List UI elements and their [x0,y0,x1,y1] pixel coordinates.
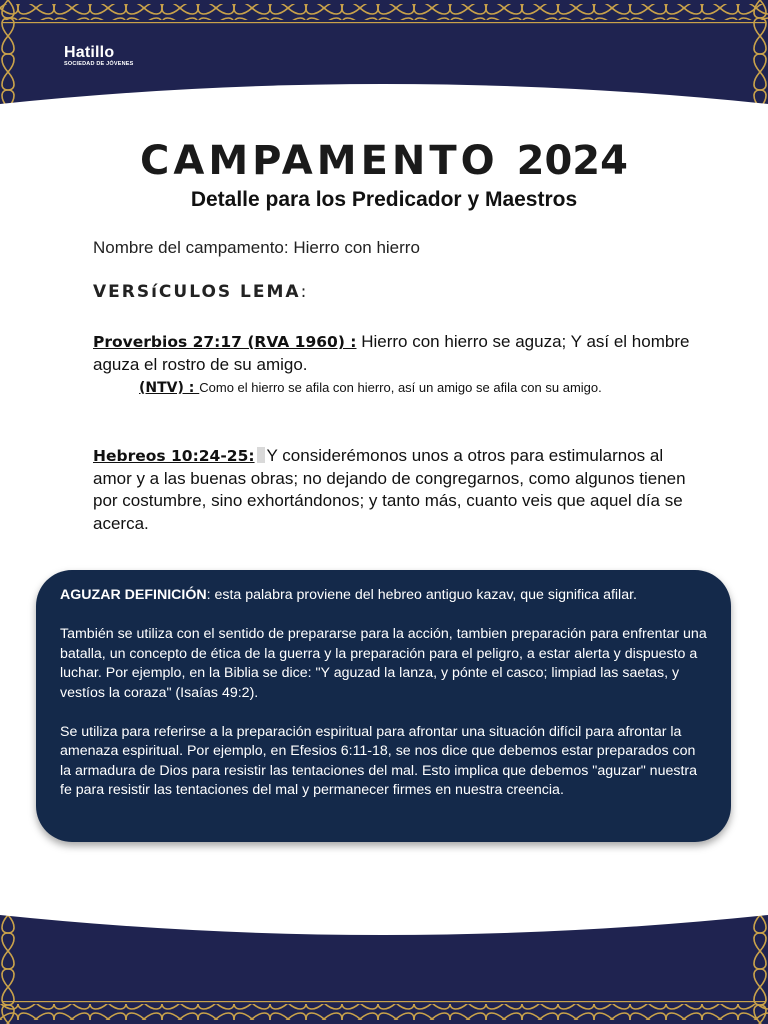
logo-name: Hatillo [64,44,115,61]
verse-ntv-text: Como el hierro se afila con hierro, así un amigo se afila con su amigo. [199,380,602,395]
lema-heading-colon: : [300,282,307,302]
text-cursor-highlight [257,447,265,463]
definition-intro-text: : esta palabra proviene del hebreo antiguo kazav, que significa afilar. [206,587,637,603]
definition-paragraph-3: Se utiliza para referirse a la preparación espiritual para afrontar una situación difícil para afrontar la amenaza espiritual. Por ejemplo, en Efesios 6:11-18, se nos dice que debemos estar preparados con la armadura de Dios para resistir las tentaciones del mal. Esto implica que debemos "aguzar" nuestra fe para resistir las tentaciones del mal y permanecer firmes en nuestra creencia. [60,723,698,798]
camp-name-line: Nombre del campamento: Hierro con hierro [93,238,420,257]
bottom-wave-shape [0,890,768,950]
definition-box [36,570,731,842]
definition-label: AGUZAR DEFINICIÓN [60,587,207,603]
logo-subtitle: SOCIEDAD DE JÓVENES [64,61,134,67]
title-word: CAMPAMENTO [140,138,499,184]
verse-hebreos-text: Y considerémonos unos a otros para estimularnos al amor y a las buenas obras; no dejando de congregarnos, como algunos tienen por costumbre, sino exhortándonos; y tanto más, cuanto veis que aquel día se acerca. [93,446,686,533]
verse-hebreos [93,445,693,535]
verse-ntv [139,380,602,396]
definition-paragraph-2: También se utiliza con el sentido de prepararse para la acción, tambien preparación para enfrentar una batalla, un concepto de ética de la guerra y la preparación para el peligro, a estar alerta y dispuesto a luchar. Por ejemplo, en la Biblia se dice: "Y aguzad la lanza, y pónte el casco; limpiad las saetas, y vestíos la coraza" (Isaías 49:2). [60,626,707,701]
verse-ntv-ref: (NTV) : [139,380,200,396]
title-year: 2024 [516,138,628,184]
definition-intro [60,586,710,606]
top-wave-shape [0,0,768,140]
lema-heading [93,282,306,302]
lema-heading-text: VERSíCULOS LEMA [93,282,301,302]
page-subtitle: Detalle para los Predicador y Maestros [190,188,578,211]
page-title [0,138,768,184]
verse-hebreos-ref: Hebreos 10:24-25: [93,447,255,465]
definition-text [60,586,710,820]
verse-proverbios [93,331,693,376]
hatillo-logo [64,44,134,67]
verse-proverbios-ref: Proverbios 27:17 (RVA 1960) : [93,333,357,351]
verse-proverbios-text: Hierro con hierro se aguza; Y así el hombre aguza el rostro de su amigo. [93,332,690,374]
